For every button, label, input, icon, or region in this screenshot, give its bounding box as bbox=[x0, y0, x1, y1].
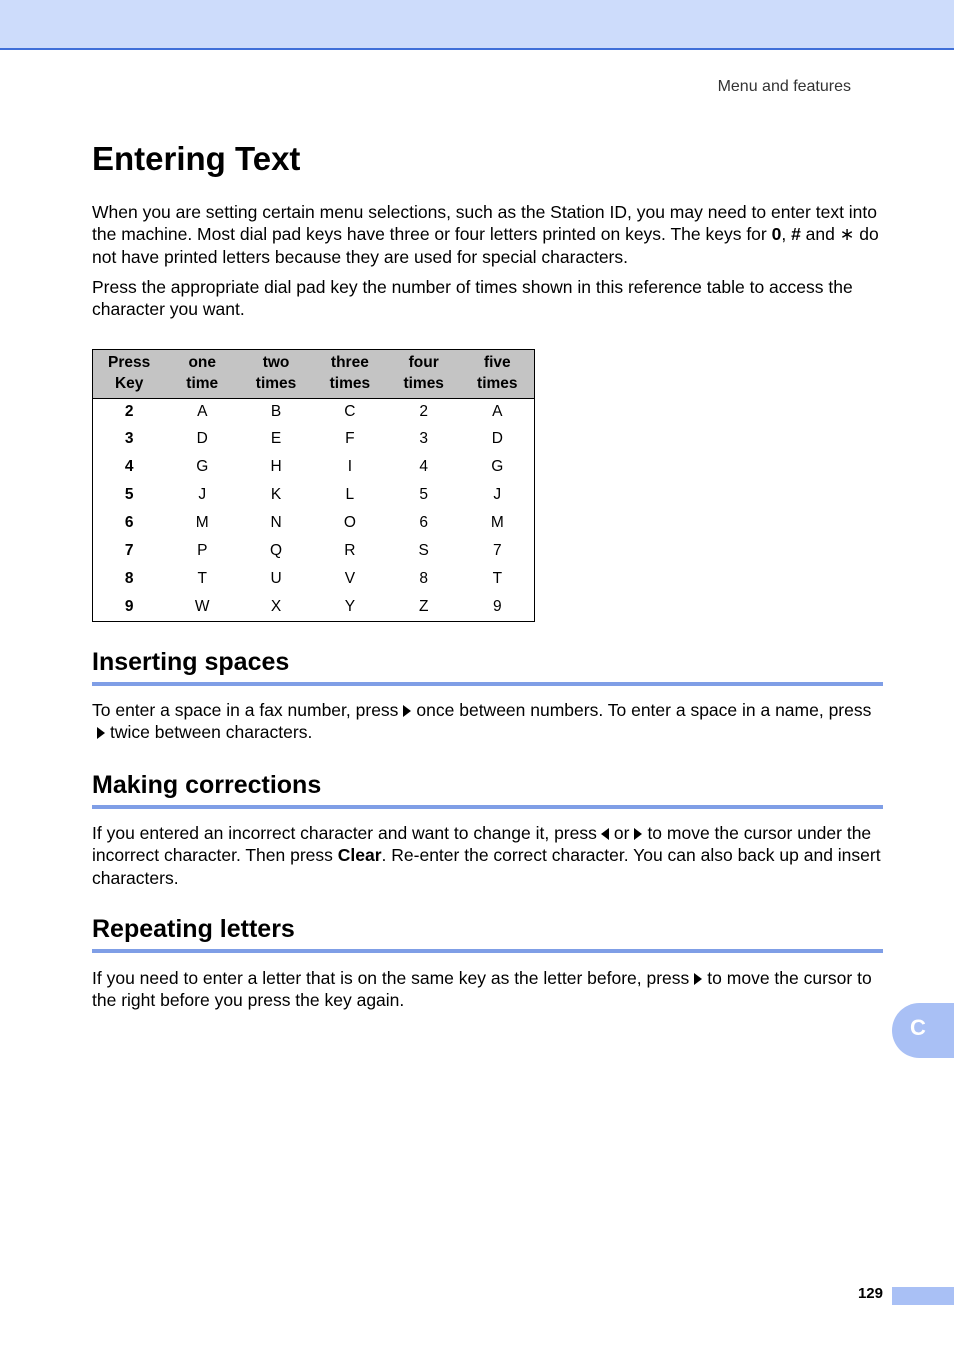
intro-text-end: do not have printed letters because they are used for special characters. bbox=[92, 224, 879, 267]
right-arrow-icon bbox=[97, 727, 105, 739]
table-cell: V bbox=[344, 569, 356, 587]
table-cell: R bbox=[344, 541, 356, 559]
table-header-row bbox=[93, 350, 535, 399]
section-rule bbox=[92, 949, 883, 953]
table-row bbox=[93, 399, 535, 425]
table-cell: 3 bbox=[419, 429, 428, 447]
table-cell: B bbox=[270, 403, 282, 421]
table-cell: O bbox=[343, 513, 356, 531]
key-cell: 5 bbox=[124, 485, 134, 503]
header-press-key: Press Key bbox=[93, 350, 166, 399]
table-cell: H bbox=[270, 457, 282, 475]
header-three-times: three times bbox=[313, 350, 387, 399]
key-zero: 0 bbox=[771, 224, 782, 245]
key-cell: 3 bbox=[124, 429, 134, 447]
table-cell: 7 bbox=[492, 541, 502, 559]
table-cell: M bbox=[490, 513, 504, 531]
page-title: Entering Text bbox=[92, 140, 301, 177]
table-cell: T bbox=[492, 569, 503, 587]
text: or bbox=[613, 823, 630, 843]
comma: , bbox=[781, 224, 792, 245]
table-row bbox=[93, 593, 535, 622]
table-cell: D bbox=[196, 429, 208, 447]
table-cell: N bbox=[270, 513, 282, 531]
table-cell: W bbox=[194, 597, 210, 615]
table-cell: I bbox=[347, 457, 353, 475]
key-cell: 4 bbox=[124, 457, 134, 475]
text: to move the cursor under the incorrect character. Then press bbox=[92, 823, 872, 866]
appendix-tab bbox=[892, 1003, 954, 1058]
text: If you entered an incorrect character and want to change it, press bbox=[92, 823, 597, 843]
left-arrow-icon bbox=[601, 828, 609, 840]
making-corrections-paragraph bbox=[92, 822, 882, 889]
table-cell: A bbox=[197, 403, 208, 421]
table-cell: J bbox=[198, 485, 207, 503]
table-row bbox=[93, 565, 535, 593]
table-cell: 5 bbox=[419, 485, 428, 503]
table-cell: F bbox=[345, 429, 355, 447]
key-cell: 8 bbox=[124, 569, 134, 587]
text: once between numbers. To enter a space in a name, press bbox=[416, 700, 872, 720]
table-cell: J bbox=[493, 485, 502, 503]
table-cell: 6 bbox=[419, 513, 428, 531]
key-hash: # bbox=[791, 224, 801, 245]
section-rule bbox=[92, 682, 883, 686]
text: to move the cursor to the right before you press the key again. bbox=[92, 968, 872, 1011]
table-cell: M bbox=[195, 513, 209, 531]
table-cell: S bbox=[418, 541, 429, 559]
table-row bbox=[93, 509, 535, 537]
table-cell: Z bbox=[418, 597, 429, 615]
table-row bbox=[93, 537, 535, 565]
intro-paragraph-2: Press the appropriate dial pad key the number of times shown in this reference table to access the character you want. bbox=[92, 277, 853, 320]
header-five-times: five times bbox=[461, 350, 535, 399]
right-arrow-icon bbox=[694, 973, 702, 985]
table-cell: K bbox=[270, 485, 282, 503]
table-cell: P bbox=[197, 541, 208, 559]
table-cell: X bbox=[270, 597, 282, 615]
key-star: ∗ bbox=[839, 224, 855, 245]
page-number: 129 bbox=[857, 1285, 883, 1302]
appendix-tab-label: C bbox=[910, 1015, 926, 1040]
and-text: and bbox=[800, 224, 840, 245]
table-cell: D bbox=[491, 429, 503, 447]
footer-band bbox=[892, 1287, 954, 1305]
key-cell: 6 bbox=[124, 513, 134, 531]
table-cell: U bbox=[270, 569, 282, 587]
header-two-times: two times bbox=[239, 350, 313, 399]
table-cell: 2 bbox=[419, 403, 428, 421]
table-cell: Q bbox=[270, 541, 283, 559]
repeating-letters-paragraph bbox=[92, 967, 882, 1012]
section-heading-repeating-letters: Repeating letters bbox=[92, 915, 295, 943]
table-cell: A bbox=[492, 403, 503, 421]
key-cell: 9 bbox=[124, 597, 134, 615]
table-cell: C bbox=[344, 403, 356, 421]
table-cell: G bbox=[491, 457, 504, 475]
text: If you need to enter a letter that is on the same key as the letter before, press bbox=[92, 968, 690, 988]
right-arrow-icon bbox=[403, 705, 411, 717]
table-cell: T bbox=[197, 569, 207, 587]
text: twice between characters. bbox=[110, 722, 313, 743]
key-reference-table bbox=[92, 349, 535, 622]
key-cell: 7 bbox=[124, 541, 134, 559]
header-band bbox=[0, 0, 954, 50]
table-row bbox=[93, 453, 535, 481]
table-cell: 9 bbox=[492, 597, 502, 615]
table-row bbox=[93, 481, 535, 509]
table-cell: L bbox=[345, 485, 355, 503]
inserting-spaces-paragraph bbox=[92, 699, 882, 744]
section-heading-inserting-spaces: Inserting spaces bbox=[92, 648, 290, 676]
key-cell: 2 bbox=[124, 403, 134, 421]
table-cell: 4 bbox=[419, 457, 428, 475]
table-cell: 8 bbox=[419, 569, 428, 587]
running-header: Menu and features bbox=[717, 78, 851, 95]
section-rule bbox=[92, 805, 883, 809]
intro-text: When you are setting certain menu selections, such as the Station ID, you may need to enter text into the machine. Most dial pad keys have three or four letters printed on keys. The keys for bbox=[92, 202, 878, 245]
table-cell: E bbox=[270, 429, 282, 447]
intro-paragraph-1 bbox=[92, 201, 882, 268]
clear-key-label: Clear bbox=[337, 845, 382, 866]
header-four-times: four times bbox=[387, 350, 461, 399]
text: To enter a space in a fax number, press bbox=[92, 700, 399, 720]
table-cell: G bbox=[196, 457, 209, 475]
text: . Re-enter the correct character. You can also back up and insert characters. bbox=[92, 845, 881, 888]
section-heading-making-corrections: Making corrections bbox=[92, 771, 322, 799]
table-row bbox=[93, 425, 535, 453]
table-cell: Y bbox=[344, 597, 356, 615]
right-arrow-icon bbox=[634, 828, 642, 840]
header-one-time: one time bbox=[165, 350, 239, 399]
